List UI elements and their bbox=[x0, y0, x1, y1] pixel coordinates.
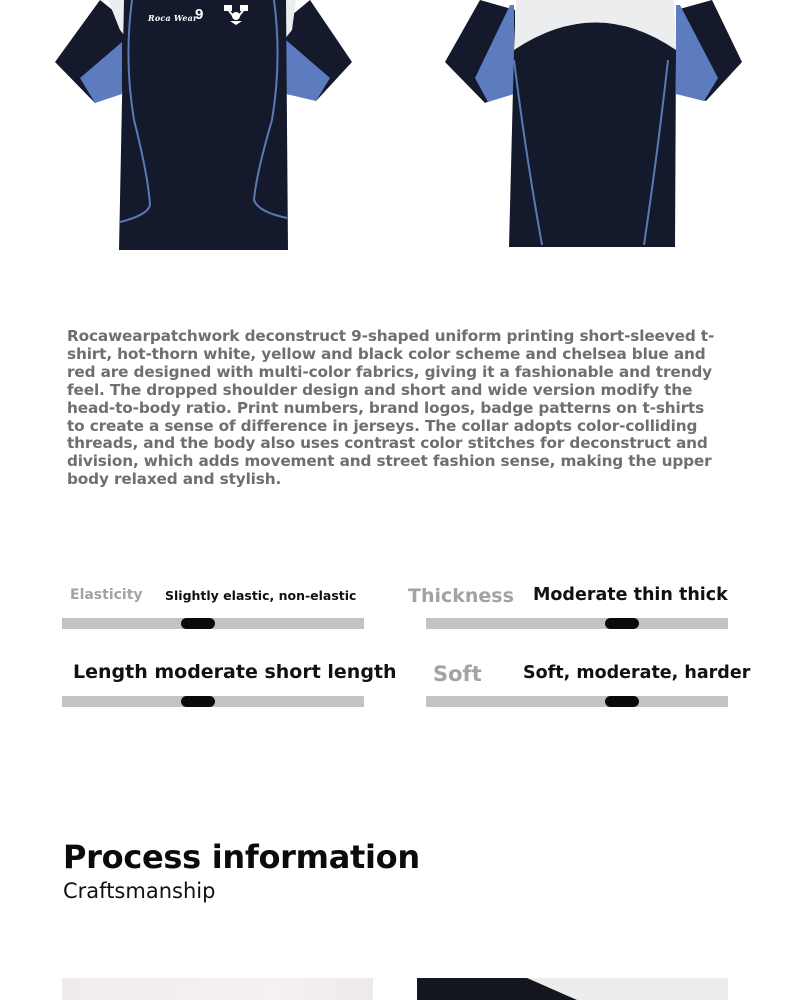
scale-indicator bbox=[181, 696, 215, 707]
scale-indicator bbox=[605, 618, 639, 629]
tshirt-back-illustration bbox=[430, 0, 760, 260]
attribute-value: Soft, moderate, harder bbox=[523, 663, 751, 683]
craftsmanship-photo-right bbox=[417, 978, 728, 1000]
attribute-scale bbox=[426, 618, 728, 629]
print-logo: Roca Wear bbox=[148, 13, 198, 23]
fabric-detail-illustration bbox=[417, 978, 728, 1000]
attribute-label: Elasticity bbox=[70, 587, 143, 603]
scale-indicator bbox=[605, 696, 639, 707]
tshirt-back-image bbox=[430, 0, 760, 260]
attribute-scale bbox=[426, 696, 728, 707]
attribute-value: Moderate thin thick bbox=[533, 585, 728, 605]
attribute-label: Soft bbox=[433, 662, 482, 686]
attribute-scale bbox=[62, 696, 364, 707]
attribute-label: Thickness bbox=[408, 585, 514, 607]
product-description: Rocawearpatchwork deconstruct 9-shaped uniform printing short-sleeved t-shirt, hot-thorn white, yellow and black color scheme and chelsea blue and red are designed with multi-color fabrics, giving it a fashionable and trendy feel. The dropped shoulder design and short and wide version modify the head-to-body ratio. Print numbers, brand logos, badge patterns on t-shirts to create a sense of difference in jerseys. The collar adopts color-colliding threads, and the body also uses contrast color stitches for deconstruct and division, which adds movement and street fashion sense, making the upper body relaxed and stylish. bbox=[67, 327, 715, 489]
attribute-value: Slightly elastic, non-elastic bbox=[165, 588, 357, 603]
section-subtitle: Craftsmanship bbox=[63, 879, 216, 903]
section-title: Process information bbox=[63, 838, 420, 876]
tshirt-front-image bbox=[40, 0, 370, 260]
scale-indicator bbox=[181, 618, 215, 629]
craftsmanship-photo-left bbox=[62, 978, 373, 1000]
print-number: 9 bbox=[195, 6, 204, 23]
attribute-scale bbox=[62, 618, 364, 629]
shirt-body bbox=[509, 23, 676, 248]
attribute-value: Length moderate short length bbox=[73, 661, 397, 683]
tshirt-front-illustration bbox=[40, 0, 370, 260]
